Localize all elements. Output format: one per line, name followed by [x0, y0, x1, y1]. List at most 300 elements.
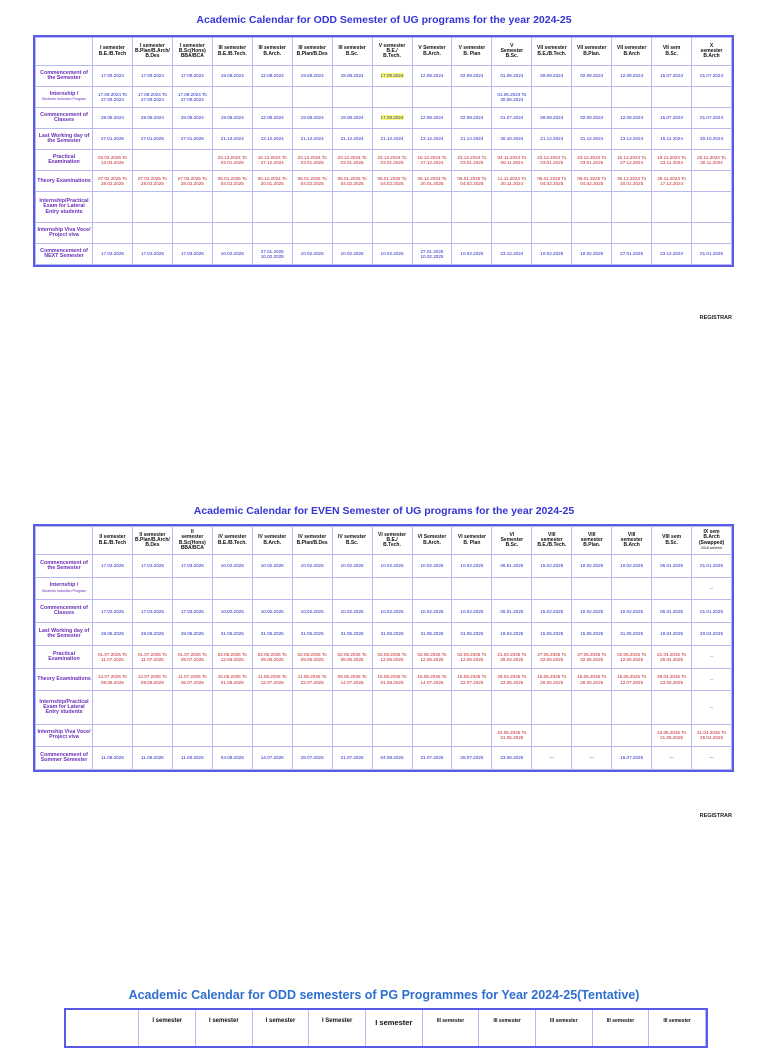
date-value: 27.01.2025	[180, 136, 204, 142]
date-value: 02.06.2025 To 12.06.2025	[617, 651, 647, 662]
column-header-line: B.Des	[145, 53, 160, 60]
date-value: 16.07.2025	[620, 755, 644, 761]
date-value: 06.01.2025 To 04.02.2025	[457, 175, 487, 187]
date-cell	[252, 87, 292, 108]
date-value: 10.02.2025	[300, 563, 324, 569]
date-value: 19.08.2024	[340, 73, 364, 79]
date-cell	[412, 192, 452, 223]
date-cell	[532, 747, 572, 770]
date-cell	[412, 645, 452, 668]
date-value: 31.05.2025	[220, 631, 244, 637]
date-cell	[612, 645, 652, 668]
date-value: 11.07.2025 To 26.07.2025	[177, 674, 207, 685]
date-cell	[652, 66, 692, 87]
date-cell	[93, 243, 133, 264]
date-cell	[572, 129, 612, 150]
pg-column-header: I semester	[366, 1010, 423, 1046]
date-cell	[292, 87, 332, 108]
column-header-line: B.Arch	[623, 542, 640, 549]
date-value: 15.11.2024	[660, 136, 683, 142]
date-value: 30.12.2024 To 20.01.2025	[617, 175, 647, 187]
date-value: 28.04.2025 To 23.05.2025	[497, 674, 527, 685]
date-value: 02.06.2025 To 12.06.2025	[377, 651, 407, 662]
date-value: 28.09.2024	[100, 115, 124, 121]
date-cell	[532, 108, 572, 129]
date-cell	[492, 66, 532, 87]
date-cell	[412, 129, 452, 150]
pg-column-header: III semester	[593, 1010, 650, 1046]
date-value: 02.06.2025 To 12.06.2025	[217, 651, 247, 662]
row-label: Commencement of Classes	[36, 600, 93, 623]
date-value: 11.08.2025	[141, 755, 164, 761]
date-value: 30.12.2024 To 20.01.2025	[417, 175, 447, 187]
column-header-line: IV semester	[338, 534, 367, 541]
date-cell	[412, 243, 452, 264]
date-cell	[532, 724, 572, 747]
date-cell	[492, 171, 532, 192]
table-row	[36, 108, 732, 129]
odd-ug-table	[35, 37, 732, 265]
date-cell	[612, 87, 652, 108]
date-cell	[252, 577, 292, 600]
date-cell	[172, 747, 212, 770]
date-cell	[332, 555, 372, 578]
date-value: 27.05.2025 To 02.06.2025	[577, 651, 607, 662]
even-ug-table	[35, 526, 732, 770]
date-cell	[212, 87, 252, 108]
date-cell	[212, 724, 252, 747]
date-value: 27.01.2025 10.02.2025	[420, 248, 444, 259]
date-cell	[93, 222, 133, 243]
column-header-line: B.Sc.	[665, 50, 678, 57]
date-value: 19.04.2025	[660, 631, 684, 637]
date-value: 11.06.2025 To 12.07.2025	[257, 674, 287, 685]
date-cell	[452, 747, 492, 770]
date-cell	[652, 243, 692, 264]
column-header-line: VII sem	[662, 45, 681, 52]
date-value: --	[710, 585, 714, 591]
date-cell	[492, 243, 532, 264]
date-value: 04.08.2025	[220, 755, 244, 761]
date-value: 15.05.2025	[540, 631, 564, 637]
odd-ug-title: Academic Calendar for ODD Semester of UG programs for the year 2024-25	[196, 14, 572, 26]
column-header-line: (Swapped)	[698, 539, 725, 546]
date-cell	[172, 668, 212, 691]
date-cell	[372, 555, 412, 578]
date-cell	[692, 66, 732, 87]
date-cell	[332, 691, 372, 724]
date-cell	[572, 577, 612, 600]
date-value: 13.12.2024	[420, 136, 444, 142]
date-value: 31.05.2025	[420, 631, 444, 637]
date-cell	[492, 577, 532, 600]
column-header-line: VI semester	[377, 531, 407, 538]
date-cell	[212, 66, 252, 87]
date-value: 01.06.2024	[500, 73, 524, 79]
column-header-line: VI Semester	[417, 534, 447, 541]
column-header-line: VIII	[587, 531, 596, 538]
date-cell	[132, 192, 172, 223]
column-header	[692, 527, 732, 555]
date-value: 06.01.2025 To 04.02.2025	[337, 175, 367, 187]
date-value: 17.03.2025	[100, 251, 124, 257]
date-cell	[252, 724, 292, 747]
date-cell	[452, 577, 492, 600]
date-cell	[212, 577, 252, 600]
column-header-line: B.Sc.	[505, 53, 519, 60]
date-cell	[132, 150, 172, 171]
table-row	[36, 645, 732, 668]
date-cell	[172, 600, 212, 623]
date-value: 01.07.2025 To 11.07.2025	[137, 651, 167, 662]
pg-header-row	[66, 1010, 706, 1046]
date-cell	[252, 600, 292, 623]
date-value: 31.05.2025	[380, 631, 404, 637]
column-header-line: VI semester	[457, 534, 486, 541]
date-cell	[372, 243, 412, 264]
date-value: 21.12.2024	[220, 136, 244, 142]
date-cell	[172, 108, 212, 129]
date-cell	[372, 623, 412, 646]
date-value: 16.05.2025 To 26.05.2025	[537, 674, 567, 685]
date-cell	[412, 747, 452, 770]
date-value: 21.12.2024	[380, 136, 404, 142]
date-cell	[332, 66, 372, 87]
date-value: 17.09.2024	[380, 115, 404, 121]
date-cell	[452, 724, 492, 747]
date-cell	[212, 623, 252, 646]
column-header	[532, 527, 572, 555]
table-row	[36, 171, 732, 192]
date-value: 28.09.2024	[180, 115, 204, 121]
table-row	[36, 668, 732, 691]
date-cell	[292, 150, 332, 171]
column-header-line: VII semester	[616, 45, 647, 52]
date-cell	[252, 108, 292, 129]
date-cell	[532, 645, 572, 668]
date-value: 10.02.2025	[420, 608, 444, 614]
column-header	[612, 527, 652, 555]
date-value: 23.12.2024 To 03.01.2025	[537, 154, 567, 166]
date-cell	[612, 691, 652, 724]
date-cell	[132, 747, 172, 770]
table-row	[36, 600, 732, 623]
date-cell	[452, 645, 492, 668]
table-row	[36, 192, 732, 223]
date-cell	[532, 129, 572, 150]
date-cell	[172, 724, 212, 747]
date-value: 10.02.2025	[340, 251, 364, 257]
pg-column-header: III semester	[649, 1010, 706, 1046]
date-value: 28.07.2025	[460, 755, 484, 761]
date-value: 21.07.2025	[340, 755, 364, 761]
date-cell	[652, 171, 692, 192]
date-value: 06.01.2025 To 04.02.2025	[217, 175, 247, 187]
column-header-line: B.Sc(Hons)	[178, 47, 206, 54]
date-value: 21.04.2025 To 26.04.2025	[497, 651, 527, 662]
date-cell	[172, 171, 212, 192]
date-cell	[532, 150, 572, 171]
column-header-line: IV semester	[298, 534, 327, 541]
date-value: 10.02.2025	[460, 608, 484, 614]
date-cell	[132, 623, 172, 646]
date-value: 28.06.2025	[140, 631, 164, 637]
table-row	[36, 66, 732, 87]
date-cell	[372, 668, 412, 691]
date-cell	[692, 108, 732, 129]
date-cell	[292, 129, 332, 150]
date-cell	[572, 192, 612, 223]
date-value: 14.07.2025 To 09.08.2025	[137, 674, 167, 685]
row-label: Internship Viva Voce/ Project viva	[36, 724, 93, 747]
date-cell	[692, 87, 732, 108]
date-value: 10.02.2025	[540, 251, 564, 257]
date-cell	[372, 171, 412, 192]
registrar-label: REGISTRAR	[699, 813, 732, 819]
column-header-line: B. Plan	[463, 539, 481, 546]
table-row	[36, 129, 732, 150]
column-header-line: B.Arch.	[423, 539, 441, 546]
date-cell	[612, 600, 652, 623]
date-cell	[612, 222, 652, 243]
date-value: 10.02.2025	[380, 251, 404, 257]
column-header-line: B.E./	[386, 536, 398, 543]
table-row	[36, 555, 732, 578]
date-cell	[532, 243, 572, 264]
date-value: 12.08.2024	[620, 115, 644, 121]
date-cell	[412, 577, 452, 600]
date-cell	[372, 66, 412, 87]
row-label: Practical Examination	[36, 645, 93, 668]
date-value: 17.03.2025	[100, 563, 124, 569]
date-value: --	[710, 704, 714, 710]
date-cell	[652, 150, 692, 171]
column-header	[652, 527, 692, 555]
date-cell	[292, 192, 332, 223]
date-value: 02.06.2025 To 12.06.2025	[417, 651, 447, 662]
date-value: 30.10.2024	[500, 136, 524, 142]
column-header-line: B.Arch	[703, 53, 720, 60]
column-header	[452, 527, 492, 555]
column-header-line: VIII sem	[662, 534, 682, 541]
date-cell	[532, 192, 572, 223]
column-header-line: X	[709, 42, 714, 49]
column-header	[572, 38, 612, 66]
column-header-line: B.Arch.	[423, 50, 441, 57]
registrar-label: REGISTRAR	[699, 315, 732, 321]
date-cell	[172, 555, 212, 578]
column-header	[532, 38, 572, 66]
date-cell	[93, 747, 133, 770]
date-value: 19.04.2025	[500, 631, 524, 637]
date-cell	[652, 623, 692, 646]
date-value: 10.02.2025	[420, 563, 444, 569]
date-value: 19.08.2024	[300, 115, 324, 121]
row-label: Last Working day of the Semester	[36, 129, 93, 150]
date-value: 27.01.2025	[620, 251, 644, 257]
row-label: Last Working day of the Semester	[36, 623, 93, 646]
date-cell	[332, 222, 372, 243]
column-header-line: B.Arch	[703, 534, 720, 541]
date-cell	[452, 600, 492, 623]
column-header-line: VII semester	[537, 45, 567, 52]
date-value: 31.05.2025	[620, 631, 644, 637]
column-header	[452, 38, 492, 66]
date-value: 02.06.2025 To 06.06.2025	[337, 651, 367, 662]
date-value: 30.12.2024 To 20.01.2025	[257, 175, 287, 187]
column-header-line: B.Plan/B.Des	[296, 539, 328, 546]
date-value: 17.03.2025	[180, 563, 204, 569]
column-header-line: III semester	[258, 45, 286, 52]
date-value: 31.05.2025	[260, 631, 284, 637]
date-value: 10.02.2025	[580, 608, 604, 614]
date-cell	[492, 108, 532, 129]
date-value: 10.02.2025	[620, 563, 644, 569]
date-cell	[492, 691, 532, 724]
date-value: 31.05.2025	[460, 631, 484, 637]
date-value: 16.05.2025 To 26.05.2025	[577, 674, 607, 685]
date-cell	[572, 243, 612, 264]
date-value: 11.08.2025	[181, 755, 204, 761]
date-value: 03.03.2025 To 13.03.2025	[97, 154, 127, 166]
column-header-line: Semester	[500, 47, 524, 54]
column-header-line: semester	[540, 536, 563, 543]
column-header-line: II semester	[99, 534, 126, 541]
column-header-line: B.Plan/B.Arch/	[135, 536, 170, 543]
column-header-line: B.Arch.	[263, 539, 282, 546]
date-cell	[252, 747, 292, 770]
date-cell	[132, 691, 172, 724]
date-cell	[292, 243, 332, 264]
date-cell	[412, 222, 452, 243]
date-value: 16.06.2025 To 14.07.2025	[417, 674, 447, 685]
date-value: 09.09.2024	[540, 73, 564, 79]
date-cell	[172, 87, 212, 108]
date-cell	[692, 747, 732, 770]
date-cell	[612, 150, 652, 171]
date-cell	[252, 222, 292, 243]
date-cell	[172, 577, 212, 600]
date-value: 01.01.2025	[700, 563, 724, 569]
date-cell	[372, 600, 412, 623]
column-header	[412, 38, 452, 66]
date-value: 21.12.2024	[340, 136, 364, 142]
column-header	[372, 38, 412, 66]
date-cell	[212, 600, 252, 623]
date-cell	[492, 192, 532, 223]
date-cell	[452, 66, 492, 87]
date-value: 02.09.2024	[460, 73, 484, 79]
date-cell	[612, 129, 652, 150]
column-header-line: V Semester	[418, 45, 446, 52]
date-cell	[292, 222, 332, 243]
date-cell	[292, 691, 332, 724]
column-header-line: IV semester	[258, 534, 287, 541]
date-cell	[93, 192, 133, 223]
date-cell	[252, 192, 292, 223]
date-value: 30.10.2024	[700, 136, 724, 142]
date-cell	[93, 171, 133, 192]
date-value: 13.12.2024	[260, 136, 284, 142]
date-value: 04.11.2024 To 08.11.2024	[497, 154, 527, 166]
column-header	[612, 38, 652, 66]
date-cell	[132, 66, 172, 87]
pg-column-header: III semester	[536, 1010, 593, 1046]
date-cell	[212, 150, 252, 171]
date-value: 27.01.2025	[140, 136, 164, 142]
date-value: 17.09.2024	[100, 73, 124, 79]
date-cell	[652, 724, 692, 747]
column-header-line: IX sem	[703, 528, 720, 535]
column-header-line: III semester	[218, 45, 247, 52]
column-header-line: B.Arch.	[263, 50, 282, 57]
date-cell	[572, 668, 612, 691]
date-value: 02.06.2025 To 09.06.2025	[297, 651, 327, 662]
column-header	[692, 38, 732, 66]
date-value: 23.12.2024	[500, 251, 524, 257]
column-header	[292, 38, 332, 66]
pg-column-header: I semester	[196, 1010, 253, 1046]
date-cell	[612, 724, 652, 747]
column-header-line: B.Sc.	[345, 539, 359, 546]
column-header-line: B.Tech.	[383, 53, 401, 60]
date-value: 09.06.2025 To 14.07.2025	[337, 674, 367, 685]
date-cell	[332, 645, 372, 668]
date-value: 16.06.2025 To 22.07.2025	[457, 674, 487, 685]
date-cell	[252, 171, 292, 192]
date-cell	[612, 747, 652, 770]
date-value: 19.11.2024 To 23.11.2024	[657, 154, 686, 166]
date-value: ---	[589, 755, 595, 761]
date-value: 01.07.2025 To 11.07.2025	[97, 651, 127, 662]
date-cell	[292, 645, 332, 668]
row-label: Internship Viva Voce/ Project viva	[36, 222, 93, 243]
date-cell	[132, 243, 172, 264]
date-value: 16.06.2025 To 12.07.2025	[617, 674, 647, 685]
date-cell	[93, 645, 133, 668]
date-value: 23.12.2024 To 03.01.2025	[377, 154, 407, 166]
date-cell	[692, 623, 732, 646]
column-header	[412, 527, 452, 555]
date-cell	[332, 623, 372, 646]
date-cell	[252, 243, 292, 264]
column-header-line: B.E./B.Tech.	[217, 539, 247, 546]
date-value: 15.05.2025	[580, 631, 604, 637]
date-value: 10.02.2025	[220, 563, 244, 569]
date-value: 06.01.2025	[500, 608, 524, 614]
date-cell	[292, 171, 332, 192]
date-cell	[692, 691, 732, 724]
date-cell	[332, 668, 372, 691]
date-cell	[652, 192, 692, 223]
date-value: 11.06.2025 To 22.07.2025	[297, 674, 327, 685]
date-cell	[692, 724, 732, 747]
date-value: 23.12.2024	[660, 251, 684, 257]
date-cell	[612, 192, 652, 223]
column-header-line: B.Sc.	[505, 542, 519, 549]
date-cell	[292, 623, 332, 646]
date-cell	[652, 668, 692, 691]
date-cell	[332, 724, 372, 747]
date-cell	[572, 66, 612, 87]
date-cell	[372, 192, 412, 223]
date-value: 28.06.2025	[100, 631, 124, 637]
date-cell	[172, 645, 212, 668]
date-value: 21.07.2025	[420, 755, 444, 761]
pg-column-header: I semester	[253, 1010, 310, 1046]
column-header	[172, 38, 212, 66]
date-cell	[652, 600, 692, 623]
